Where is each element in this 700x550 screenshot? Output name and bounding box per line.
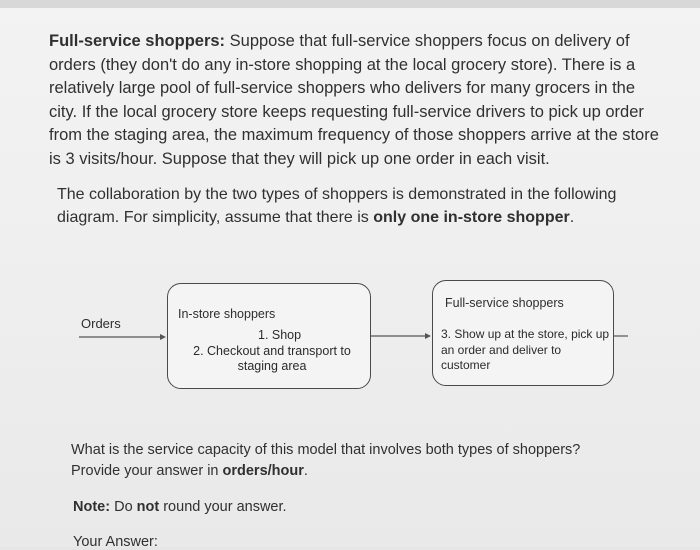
orders-arrow-head (160, 334, 166, 340)
orders-label: Orders (81, 316, 121, 331)
intro-body: Suppose that full-service shoppers focus on delivery of orders (they don't do any in-store shopping at the local grocery store). There is a relatively large pool of full-service shoppers who delivers for many grocers in the city. If the local grocery store keeps requesting full-service drivers to pick up order from the staging area, the maximum frequency of those shoppers arrive at the store is 3 visits/hour. Suppose that they will pick up one order in each visit. (49, 32, 659, 168)
note-text1: Do (110, 499, 137, 515)
collab-bold: only one in-store shopper (373, 209, 570, 226)
note-text (73, 499, 287, 515)
note-label: Note: (73, 499, 111, 515)
full-service-shoppers-title: Full-service shoppers (445, 296, 564, 310)
step-deliver: 3. Show up at the store, pick up an order and deliver to customer (441, 327, 610, 372)
collab-text: The collaboration by the two types of shoppers is demonstrated in the following diagram. For simplicity, assume that there is (57, 186, 617, 226)
in-store-shoppers-box (167, 283, 371, 389)
step-shop: 1. Shop (258, 328, 302, 342)
note-bold: not (136, 499, 160, 515)
answer-label: Your Answer: (73, 534, 158, 550)
collab-end: . (569, 209, 575, 226)
question-text (71, 440, 631, 482)
step-checkout: 2. Checkout and transport to staging area (193, 344, 351, 373)
staging-arrow-head (425, 333, 431, 339)
full-service-shoppers-box (432, 280, 614, 386)
question-unit: orders/hour (222, 463, 304, 479)
question-body: What is the service capacity of this model that involves both types of shoppers? Provide your answer in (71, 442, 581, 479)
note-text2: round your answer. (159, 499, 287, 515)
in-store-shoppers-title: In-store shoppers (178, 307, 276, 321)
intro-heading: Full-service shoppers: (49, 32, 226, 50)
question-end: . (303, 463, 308, 479)
